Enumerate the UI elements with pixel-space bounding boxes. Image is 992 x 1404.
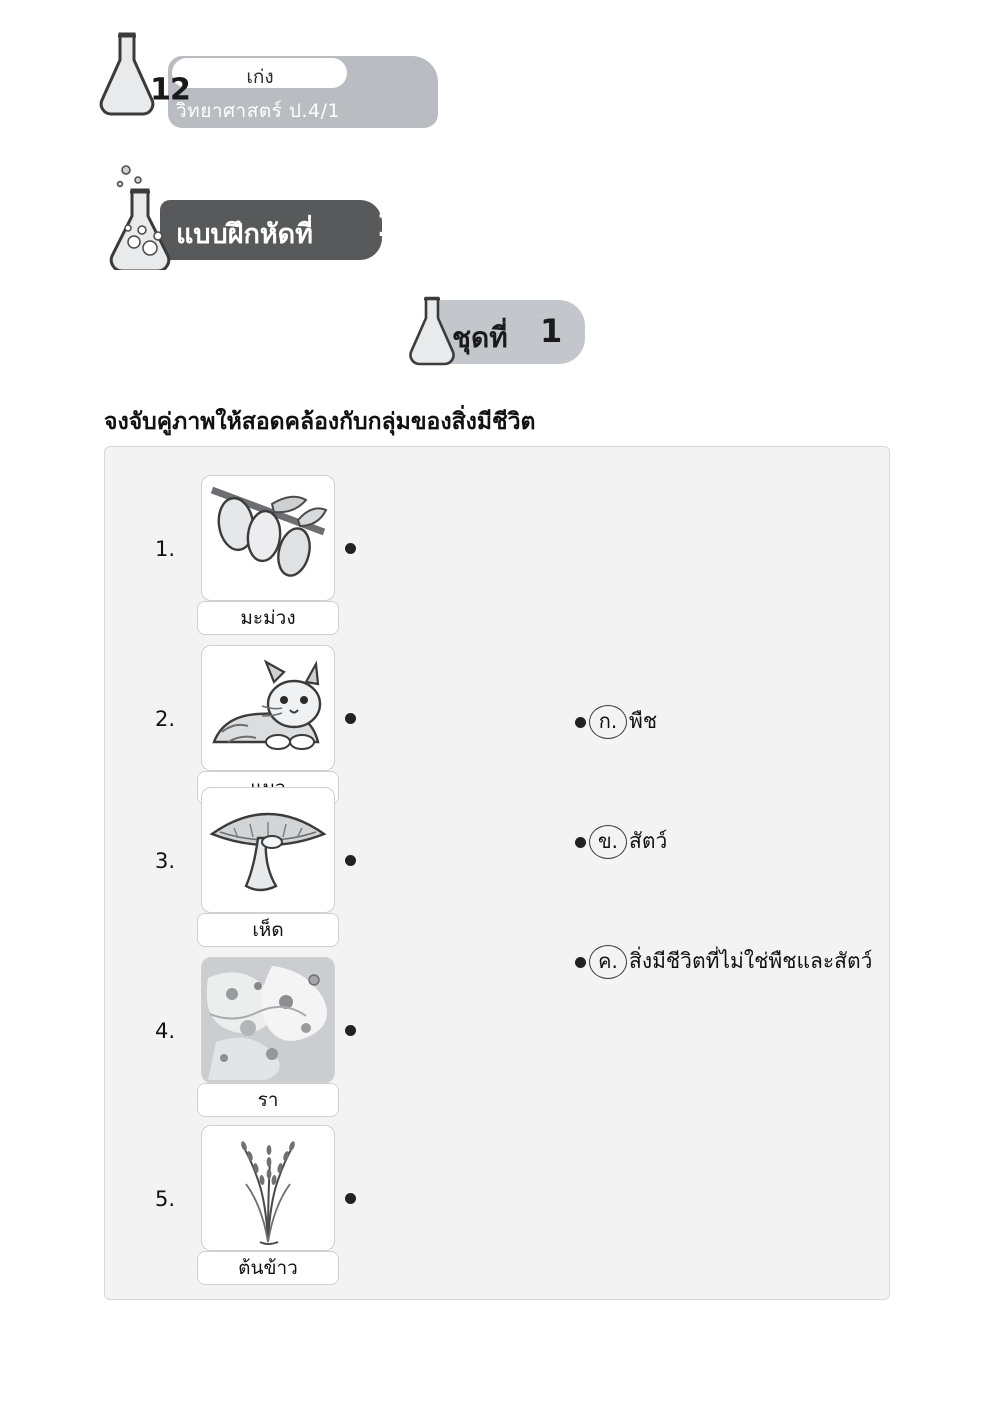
match-dot-left[interactable] xyxy=(345,855,356,866)
match-dot-left[interactable] xyxy=(345,1025,356,1036)
question-caption: รา xyxy=(197,1083,339,1117)
match-dot-right[interactable] xyxy=(575,837,586,848)
question-caption: ต้นข้าว xyxy=(197,1251,339,1285)
question-image-card xyxy=(201,957,335,1083)
exercise-number: 1 xyxy=(376,206,399,244)
page-number: 12 xyxy=(150,72,190,108)
answer-key: ก. xyxy=(589,705,627,739)
answer-text: สิ่งมีชีวิตที่ไม่ใช่พืชและสัตว์ xyxy=(629,949,873,973)
cat-icon xyxy=(202,646,334,770)
question-item-1[interactable] xyxy=(145,475,465,635)
rice-plant-icon xyxy=(202,1126,334,1250)
header-label-top: เก่ง xyxy=(246,66,274,88)
header-label-bottom: วิทยาศาสตร์ ป.4/1 xyxy=(176,100,341,122)
question-number: 1. xyxy=(155,537,176,561)
question-caption: มะม่วง xyxy=(197,601,339,635)
match-dot-left[interactable] xyxy=(345,543,356,554)
mushroom-icon xyxy=(202,788,334,912)
page-header xyxy=(80,24,500,134)
question-item-2[interactable] xyxy=(145,645,465,805)
question-number: 4. xyxy=(155,1019,176,1043)
answer-key: ข. xyxy=(589,825,627,859)
mango-icon xyxy=(202,476,334,600)
match-dot-left[interactable] xyxy=(345,1193,356,1204)
question-number: 5. xyxy=(155,1187,176,1211)
answer-text: สัตว์ xyxy=(629,829,668,853)
question-item-5[interactable] xyxy=(145,1125,465,1285)
question-item-4[interactable] xyxy=(145,957,465,1117)
answer-text: พืช xyxy=(629,709,658,733)
answer-key: ค. xyxy=(589,945,627,979)
question-image-card xyxy=(201,475,335,601)
set-number: 1 xyxy=(540,312,563,350)
question-image-card xyxy=(201,787,335,913)
question-caption: เห็ด xyxy=(197,913,339,947)
match-dot-right[interactable] xyxy=(575,957,586,968)
match-dot-right[interactable] xyxy=(575,717,586,728)
question-number: 2. xyxy=(155,707,176,731)
mold-icon xyxy=(202,958,334,1082)
question-image-card xyxy=(201,645,335,771)
match-dot-left[interactable] xyxy=(345,713,356,724)
question-number: 3. xyxy=(155,849,176,873)
question-image-card xyxy=(201,1125,335,1251)
set-title: ชุดที่ xyxy=(452,321,508,354)
question-item-3[interactable] xyxy=(145,787,465,947)
instruction-text: จงจับคู่ภาพให้สอดคล้องกับกลุ่มของสิ่งมีชีวิต xyxy=(104,409,536,435)
exercise-title: แบบฝึกหัดที่ xyxy=(176,219,313,250)
matching-exercise-panel xyxy=(104,446,890,1300)
